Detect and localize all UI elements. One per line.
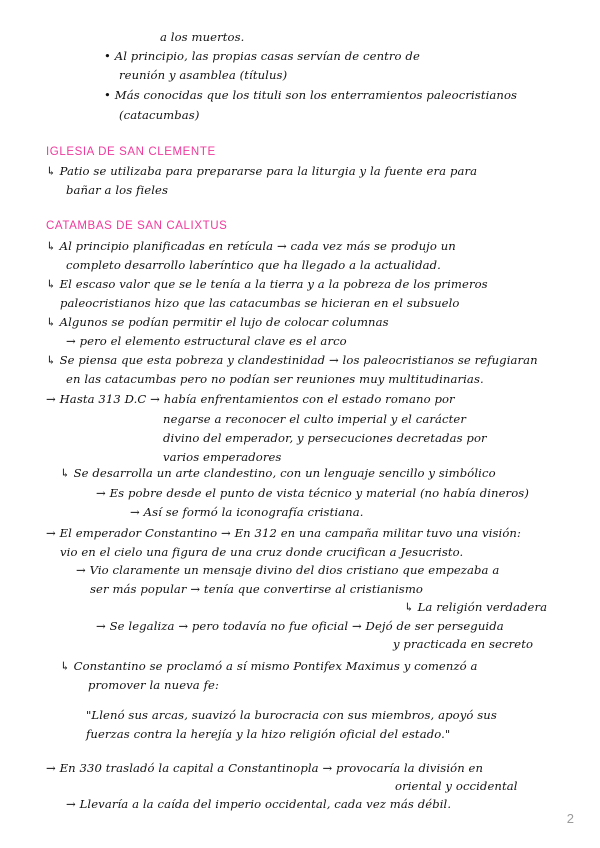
note-line: → Así se formó la iconografía cristiana.: [130, 505, 364, 519]
note-line: → Hasta 313 D.C → había enfrentamientos con el estado romano por: [46, 392, 455, 406]
note-line: bañar a los fieles: [66, 183, 169, 197]
note-line: ↳ Algunos se podían permitir el lujo de colocar columnas: [46, 315, 389, 329]
quote-line: "Llenó sus arcas, suavizó la burocracia con sus miembros, apoyó sus: [86, 708, 497, 722]
note-line: ↳ Se piensa que esta pobreza y clandestinidad → los paleocristianos se refugiaran: [46, 353, 538, 367]
note-line: • Más conocidas que los tituli son los enterramientos paleocristianos: [104, 88, 518, 102]
note-line: ↳ El escaso valor que se le tenía a la tierra y a la pobreza de los primeros: [46, 277, 488, 291]
note-line: reunión y asamblea (títulus): [119, 68, 288, 82]
quote-line: fuerzas contra la herejía y la hizo religión oficial del estado.": [86, 727, 451, 741]
note-line: → Llevaría a la caída del imperio occidental, cada vez más débil.: [66, 797, 452, 811]
section-heading-san-clemente: IGLESIA DE SAN CLEMENTE: [46, 146, 216, 158]
note-line: → Vio claramente un mensaje divino del dios cristiano que empezaba a: [76, 563, 500, 577]
note-line: promover la nueva fe:: [88, 678, 219, 692]
note-line: paleocristianos hizo que las catacumbas se hicieran en el subsuelo: [60, 296, 460, 310]
note-line: a los muertos.: [160, 30, 245, 44]
note-line: completo desarrollo laberíntico que ha llegado a la actualidad.: [66, 258, 441, 272]
page-number: 2: [566, 811, 574, 826]
note-line: oriental y occidental: [395, 779, 518, 793]
note-line: ↳ La religión verdadera: [404, 600, 548, 614]
note-line: y practicada en secreto: [393, 637, 534, 651]
note-line: (catacumbas): [119, 108, 200, 122]
note-line: varios emperadores: [163, 450, 282, 464]
note-line: → En 330 trasladó la capital a Constantinopla → provocaría la división en: [46, 761, 484, 775]
note-line: ser más popular → tenía que convertirse al cristianismo: [90, 582, 424, 596]
note-line: • Al principio, las propias casas servían de centro de: [104, 49, 420, 63]
note-line: ↳ Se desarrolla un arte clandestino, con un lenguaje sencillo y simbólico: [60, 466, 496, 480]
note-line: ↳ Patio se utilizaba para prepararse para la liturgia y la fuente era para: [46, 164, 478, 178]
note-line: → El emperador Constantino → En 312 en una campaña militar tuvo una visión:: [46, 526, 522, 540]
note-line: ↳ Al principio planificadas en retícula → cada vez más se produjo un: [46, 239, 456, 253]
note-line: divino del emperador, y persecuciones decretadas por: [163, 431, 487, 445]
note-line: negarse a reconocer el culto imperial y el carácter: [163, 412, 466, 426]
note-line: → Es pobre desde el punto de vista técnico y material (no había dineros): [96, 486, 529, 500]
note-line: en las catacumbas pero no podían ser reuniones muy multitudinarias.: [66, 372, 484, 386]
note-line: vio en el cielo una figura de una cruz donde crucifican a Jesucristo.: [60, 545, 464, 559]
note-line: ↳ Constantino se proclamó a sí mismo Pontifex Maximus y comenzó a: [60, 659, 478, 673]
note-line: → Se legaliza → pero todavía no fue oficial → Dejó de ser perseguida: [96, 619, 504, 633]
section-heading-san-calixtus: CATAMBAS DE SAN CALIXTUS: [46, 220, 228, 232]
note-line: → pero el elemento estructural clave es el arco: [66, 334, 347, 348]
